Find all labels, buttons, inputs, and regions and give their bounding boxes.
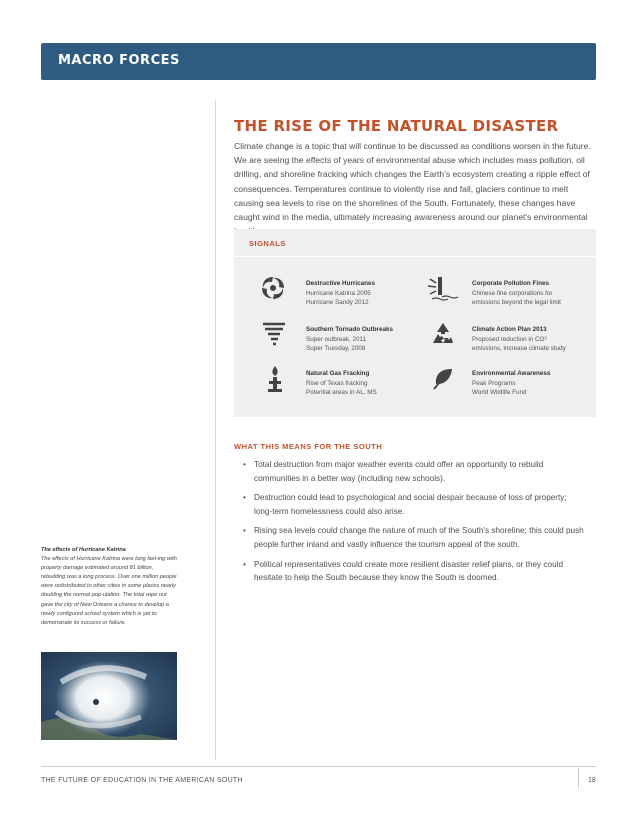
signals-panel bbox=[234, 229, 596, 417]
south-section-label: WHAT THIS MEANS FOR THE SOUTH bbox=[234, 442, 383, 451]
signal-line: Hurricane Katrina 2005 bbox=[306, 289, 371, 297]
signals-label: SIGNALS bbox=[249, 239, 286, 248]
signal-line: Super outbreak, 2011 bbox=[306, 335, 367, 343]
hurricane-icon bbox=[260, 275, 286, 301]
list-item: • Total destruction from major weather events could offer an opportunity to rebuild communities in a better way (including new schools). bbox=[234, 458, 586, 485]
signal-title: Corporate Pollution Fines bbox=[472, 280, 549, 287]
section-title: MACRO FORCES bbox=[58, 53, 180, 68]
page-number: 18 bbox=[588, 777, 596, 784]
signal-line: Rise of Texas fracking bbox=[306, 379, 368, 387]
list-item: • Political representatives could create more resilient disaster relief plans, or they could hesitate to help the South because they know the South is doomed. bbox=[234, 558, 586, 585]
signal-corporate-pollution-fines bbox=[472, 279, 561, 308]
signal-environmental-awareness bbox=[472, 369, 550, 398]
leaf-icon bbox=[432, 367, 454, 391]
signal-line: Peak Programs bbox=[472, 379, 516, 387]
gas-well-icon bbox=[266, 365, 284, 393]
signal-title: Environmental Awareness bbox=[472, 370, 551, 377]
signal-southern-tornado-outbreaks bbox=[306, 325, 393, 354]
column-divider bbox=[215, 100, 216, 760]
article-intro: Climate change is a topic that will continue to be discussed as conditions worsen in the future. We are seeing the effects of years of environmental abuse which includes mass pollution, oil drilling, and shoreline fracking which changes the Earth's ecosystem creating a ripple effect of consequences. Temperatures continue to violently rise and fall, glaciers continue to melt causing sea levels to rise on the shorelines of the South. Fortunately, these changes have caught wind in the media, ultimately increasing awareness around our planet's environmental bbox=[234, 141, 591, 223]
tornado-icon bbox=[262, 321, 286, 347]
hurricane-satellite-image bbox=[41, 652, 177, 740]
pollution-icon bbox=[426, 275, 458, 301]
signal-climate-action-plan bbox=[472, 325, 566, 354]
signal-line: emissions beyond the legal limit bbox=[472, 299, 561, 306]
signal-title: Southern Tornado Outbreaks bbox=[306, 326, 393, 333]
signal-title: Destructive Hurricanes bbox=[306, 280, 375, 287]
footer-title: THE FUTURE OF EDUCATION IN THE AMERICAN SOUTH bbox=[41, 777, 243, 784]
signal-line: emissions, increase climate study bbox=[472, 345, 566, 352]
footer-separator bbox=[578, 768, 579, 788]
article-title: THE RISE OF THE NATURAL DISASTER bbox=[234, 117, 559, 135]
list-item: • Destruction could lead to psychological and social despair because of loss of property; long-term homelessness could also arise. bbox=[234, 491, 586, 518]
caption-title: The effects of Hurricane Katrina bbox=[41, 547, 126, 553]
signal-title: Climate Action Plan 2013 bbox=[472, 326, 547, 333]
signal-line: Chinese fine corporations for bbox=[472, 289, 553, 297]
signals-divider bbox=[234, 256, 596, 257]
signal-line: World Wildlife Fund bbox=[472, 389, 527, 396]
signal-natural-gas-fracking bbox=[306, 369, 377, 398]
section-header-bar bbox=[41, 43, 596, 80]
signal-line: Potential areas in AL, MS bbox=[306, 389, 377, 396]
signal-line: Super Tuesday, 2008 bbox=[306, 345, 366, 352]
south-bullet-list bbox=[234, 458, 586, 591]
caption-text: The effects of Hurricane Katrina were long last-ing with property damage estimated around 81 billion, rebuilding was a long process. Over one million people were redistributed to other cities in some places nearly doubling the normal pop-ulation. The total wipe out gave the city of New Orleans a chance to develop a newly configured school system which is yet to demonstrate its success or failure. bbox=[41, 556, 177, 626]
signal-destructive-hurricanes bbox=[306, 279, 375, 308]
signal-line: Proposed reduction in CO² bbox=[472, 335, 547, 343]
signal-line: Hurricane Sandy 2012 bbox=[306, 299, 369, 306]
list-item: • Rising sea levels could change the nature of much of the South's shoreline; this could push people further inland and vastly influence the tourism appeal of the south. bbox=[234, 524, 586, 551]
photo-caption bbox=[41, 546, 179, 628]
signal-title: Natural Gas Fracking bbox=[306, 370, 370, 377]
footer-divider bbox=[41, 766, 596, 767]
recycle-icon bbox=[430, 321, 456, 347]
